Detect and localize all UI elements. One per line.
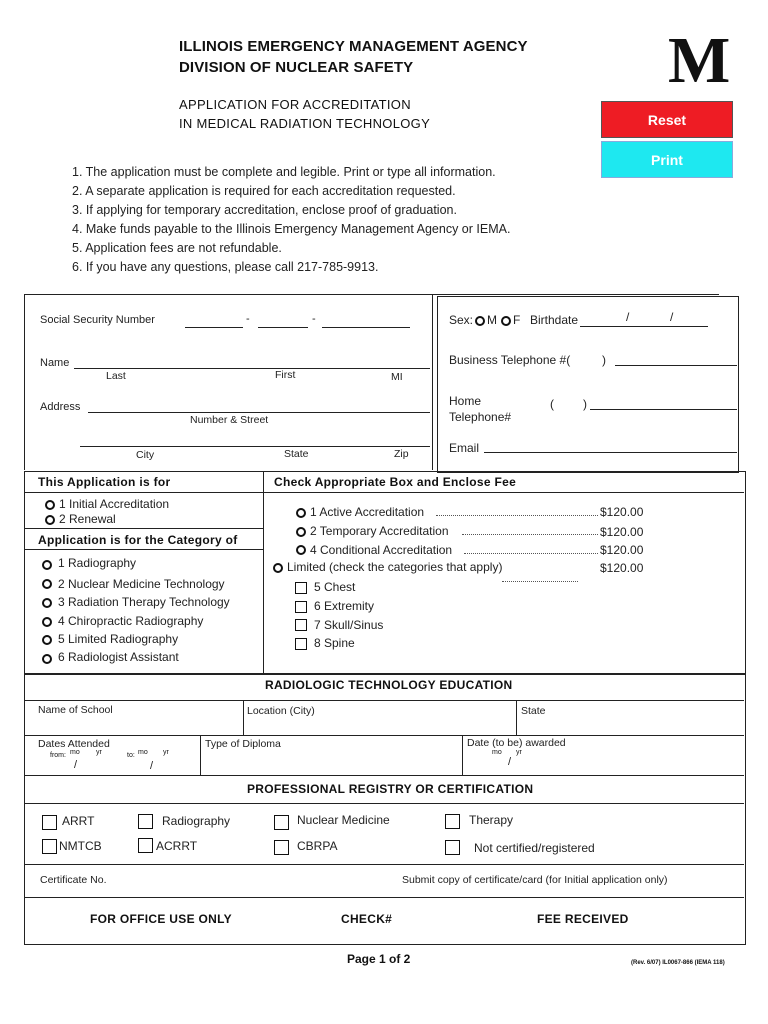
form-letter: M xyxy=(668,24,731,97)
radiation-therapy-label: 3 Radiation Therapy Technology xyxy=(58,595,230,609)
sex-m-radio[interactable] xyxy=(475,316,485,326)
skull-sinus-label: 7 Skull/Sinus xyxy=(314,618,384,632)
registry-header-rule xyxy=(24,803,744,804)
initial-accreditation-radio[interactable] xyxy=(45,500,55,510)
school-divider xyxy=(243,700,244,735)
acrrt-checkbox[interactable] xyxy=(138,838,153,853)
revision-code: (Rev. 6/07) IL0067-866 (IEMA 118) xyxy=(631,960,725,966)
radiography-registry-checkbox[interactable] xyxy=(138,814,153,829)
page-number: Page 1 of 2 xyxy=(347,952,411,966)
limited-label: Limited (check the categories that apply) xyxy=(287,560,503,574)
home-telephone-paren-close: ) xyxy=(583,397,587,411)
not-certified-checkbox[interactable] xyxy=(445,840,460,855)
application-header-rule xyxy=(24,492,744,493)
from-yr-label: yr xyxy=(96,749,102,756)
awarded-slash: / xyxy=(508,756,512,768)
education-title: RADIOLOGIC TECHNOLOGY EDUCATION xyxy=(265,678,513,692)
certificate-row-rule xyxy=(24,897,744,898)
to-mo-label: mo xyxy=(138,749,148,756)
renewal-label: 2 Renewal xyxy=(59,512,116,526)
division-name: DIVISION OF NUCLEAR SAFETY xyxy=(179,59,414,76)
active-accreditation-label: 1 Active Accreditation xyxy=(310,505,425,519)
sex-m-label: M xyxy=(487,313,497,327)
application-title-line2: IN MEDICAL RADIATION TECHNOLOGY xyxy=(179,116,431,131)
location-label: Location (City) xyxy=(247,705,315,717)
birthdate-slash-2: / xyxy=(670,310,674,324)
sex-f-radio[interactable] xyxy=(501,316,511,326)
category-top-rule xyxy=(24,528,263,529)
fee-received-label: FEE RECEIVED xyxy=(537,912,629,926)
mi-label: MI xyxy=(391,371,403,383)
extremity-checkbox[interactable] xyxy=(295,601,307,613)
personal-divider xyxy=(432,294,433,470)
education-state-label: State xyxy=(521,705,546,717)
nmtcb-label: NMTCB xyxy=(59,839,102,853)
application-title-line1: APPLICATION FOR ACCREDITATION xyxy=(179,97,411,112)
extremity-label: 6 Extremity xyxy=(314,599,375,613)
active-accreditation-radio[interactable] xyxy=(296,508,306,518)
print-button[interactable]: Print xyxy=(601,141,733,178)
application-for-title: This Application is for xyxy=(38,475,171,489)
from-label: from: xyxy=(50,752,66,759)
ssn-dash-1: - xyxy=(246,313,250,325)
category-title: Application is for the Category of xyxy=(38,533,238,547)
nuclear-medicine-registry-checkbox[interactable] xyxy=(274,815,289,830)
lower-section xyxy=(24,673,746,945)
nmtcb-checkbox[interactable] xyxy=(42,839,57,854)
cbrpa-checkbox[interactable] xyxy=(274,840,289,855)
temporary-leader xyxy=(462,534,598,535)
address-label: Address xyxy=(40,401,81,413)
birthdate-label: Birthdate xyxy=(530,313,579,327)
top-rule xyxy=(24,294,719,295)
temporary-accreditation-label: 2 Temporary Accreditation xyxy=(310,524,449,538)
last-label: Last xyxy=(106,370,126,382)
ssn-field-2[interactable] xyxy=(258,327,308,328)
limited-radio[interactable] xyxy=(273,563,283,573)
nuclear-medicine-label: 2 Nuclear Medicine Technology xyxy=(58,577,225,591)
arrt-label: ARRT xyxy=(62,814,95,828)
arrt-checkbox[interactable] xyxy=(42,815,57,830)
sex-label: Sex: xyxy=(449,313,474,327)
business-telephone-label: Business Telephone #( xyxy=(449,353,571,367)
therapy-checkbox[interactable] xyxy=(445,814,460,829)
check-number-label: CHECK# xyxy=(341,912,393,926)
school-row-rule xyxy=(24,735,744,736)
conditional-leader xyxy=(464,553,598,554)
cbrpa-label: CBRPA xyxy=(297,839,338,853)
nuclear-medicine-registry-label: Nuclear Medicine xyxy=(297,813,390,827)
dates-row-rule xyxy=(24,775,744,776)
registry-title: PROFESSIONAL REGISTRY OR CERTIFICATION xyxy=(247,782,534,796)
date-awarded-label: Date (to be) awarded xyxy=(467,737,566,749)
conditional-accreditation-radio[interactable] xyxy=(296,545,306,555)
first-label: First xyxy=(275,369,296,381)
dates-divider xyxy=(200,735,201,775)
chiropractic-radio[interactable] xyxy=(42,617,52,627)
radiologist-assistant-label: 6 Radiologist Assistant xyxy=(58,650,179,664)
reset-button[interactable]: Reset xyxy=(601,101,733,138)
temporary-accreditation-radio[interactable] xyxy=(296,527,306,537)
state-label: State xyxy=(284,448,309,460)
instruction-2: 2. A separate application is required for each accreditation requested. xyxy=(72,184,456,198)
telephone-label: Telephone# xyxy=(449,410,512,424)
active-fee: $120.00 xyxy=(600,505,644,519)
instruction-4: 4. Make funds payable to the Illinois Emergency Management Agency or IEMA. xyxy=(72,222,511,236)
submit-copy-note: Submit copy of certificate/card (for Initial application only) xyxy=(402,874,668,886)
ssn-field-1[interactable] xyxy=(185,327,243,328)
limited-radiography-label: 5 Limited Radiography xyxy=(58,632,179,646)
dates-attended-label: Dates Attended xyxy=(38,738,110,750)
instruction-3: 3. If applying for temporary accreditation, enclose proof of graduation. xyxy=(72,203,457,217)
category-header-rule xyxy=(24,549,263,550)
conditional-fee: $120.00 xyxy=(600,543,644,557)
chiropractic-label: 4 Chiropractic Radiography xyxy=(58,614,204,628)
to-yr-label: yr xyxy=(163,749,169,756)
initial-accreditation-label: 1 Initial Accreditation xyxy=(59,497,170,511)
business-telephone-paren: ) xyxy=(602,353,606,367)
application-divider xyxy=(263,471,264,673)
agency-name: ILLINOIS EMERGENCY MANAGEMENT AGENCY xyxy=(179,38,528,55)
to-slash: / xyxy=(150,760,154,772)
awarded-yr-label: yr xyxy=(516,749,522,756)
ssn-label: Social Security Number xyxy=(40,314,155,326)
zip-label: Zip xyxy=(394,448,409,460)
ssn-field-3[interactable] xyxy=(322,327,410,328)
location-divider xyxy=(516,700,517,735)
to-label: to: xyxy=(127,752,135,759)
spine-label: 8 Spine xyxy=(314,636,355,650)
active-leader xyxy=(436,515,598,516)
name-label: Name xyxy=(40,357,70,369)
diploma-divider xyxy=(462,735,463,775)
city-state-zip-field[interactable] xyxy=(80,446,430,447)
conditional-accreditation-label: 4 Conditional Accreditation xyxy=(310,543,453,557)
awarded-mo-label: mo xyxy=(492,749,502,756)
instruction-6: 6. If you have any questions, please call 217-785-9913. xyxy=(72,260,379,274)
spine-checkbox[interactable] xyxy=(295,638,307,650)
radiation-therapy-radio[interactable] xyxy=(42,598,52,608)
limited-radiography-radio[interactable] xyxy=(42,635,52,645)
temporary-fee: $120.00 xyxy=(600,525,644,539)
radiography-registry-label: Radiography xyxy=(162,814,231,828)
chest-checkbox[interactable] xyxy=(295,582,307,594)
registry-row-rule xyxy=(24,864,744,865)
therapy-label: Therapy xyxy=(469,813,514,827)
email-label: Email xyxy=(449,441,480,455)
instruction-1: 1. The application must be complete and legible. Print or type all information. xyxy=(72,165,496,179)
business-telephone-field[interactable] xyxy=(615,365,737,366)
limited-fee: $120.00 xyxy=(600,561,644,575)
office-use-label: FOR OFFICE USE ONLY xyxy=(90,912,232,926)
city-label: City xyxy=(136,449,155,461)
street-field[interactable] xyxy=(88,412,430,413)
school-label: Name of School xyxy=(38,704,113,716)
education-header-rule xyxy=(24,700,744,701)
home-telephone-paren-open: ( xyxy=(550,397,554,411)
home-label: Home xyxy=(449,394,482,408)
instruction-5: 5. Application fees are not refundable. xyxy=(72,241,282,255)
home-telephone-field[interactable] xyxy=(590,409,737,410)
from-slash: / xyxy=(74,759,78,771)
radiography-radio[interactable] xyxy=(42,560,52,570)
fee-title: Check Appropriate Box and Enclose Fee xyxy=(274,475,517,489)
ssn-dash-2: - xyxy=(312,313,316,325)
renewal-radio[interactable] xyxy=(45,515,55,525)
street-label: Number & Street xyxy=(190,414,269,426)
diploma-label: Type of Diploma xyxy=(205,738,281,750)
name-field[interactable] xyxy=(74,368,430,369)
certificate-no-label: Certificate No. xyxy=(40,874,107,886)
nuclear-medicine-radio[interactable] xyxy=(42,579,52,589)
skull-sinus-checkbox[interactable] xyxy=(295,619,307,631)
radiologist-assistant-radio[interactable] xyxy=(42,654,52,664)
email-field[interactable] xyxy=(484,452,737,453)
birthdate-field[interactable] xyxy=(580,326,708,327)
from-mo-label: mo xyxy=(70,749,80,756)
birthdate-slash-1: / xyxy=(626,310,630,324)
chest-label: 5 Chest xyxy=(314,580,356,594)
limited-leader xyxy=(502,581,578,582)
radiography-label: 1 Radiography xyxy=(58,556,137,570)
acrrt-label: ACRRT xyxy=(156,839,198,853)
not-certified-label: Not certified/registered xyxy=(474,841,595,855)
left-rule-top xyxy=(24,294,25,470)
sex-f-label: F xyxy=(513,313,521,327)
